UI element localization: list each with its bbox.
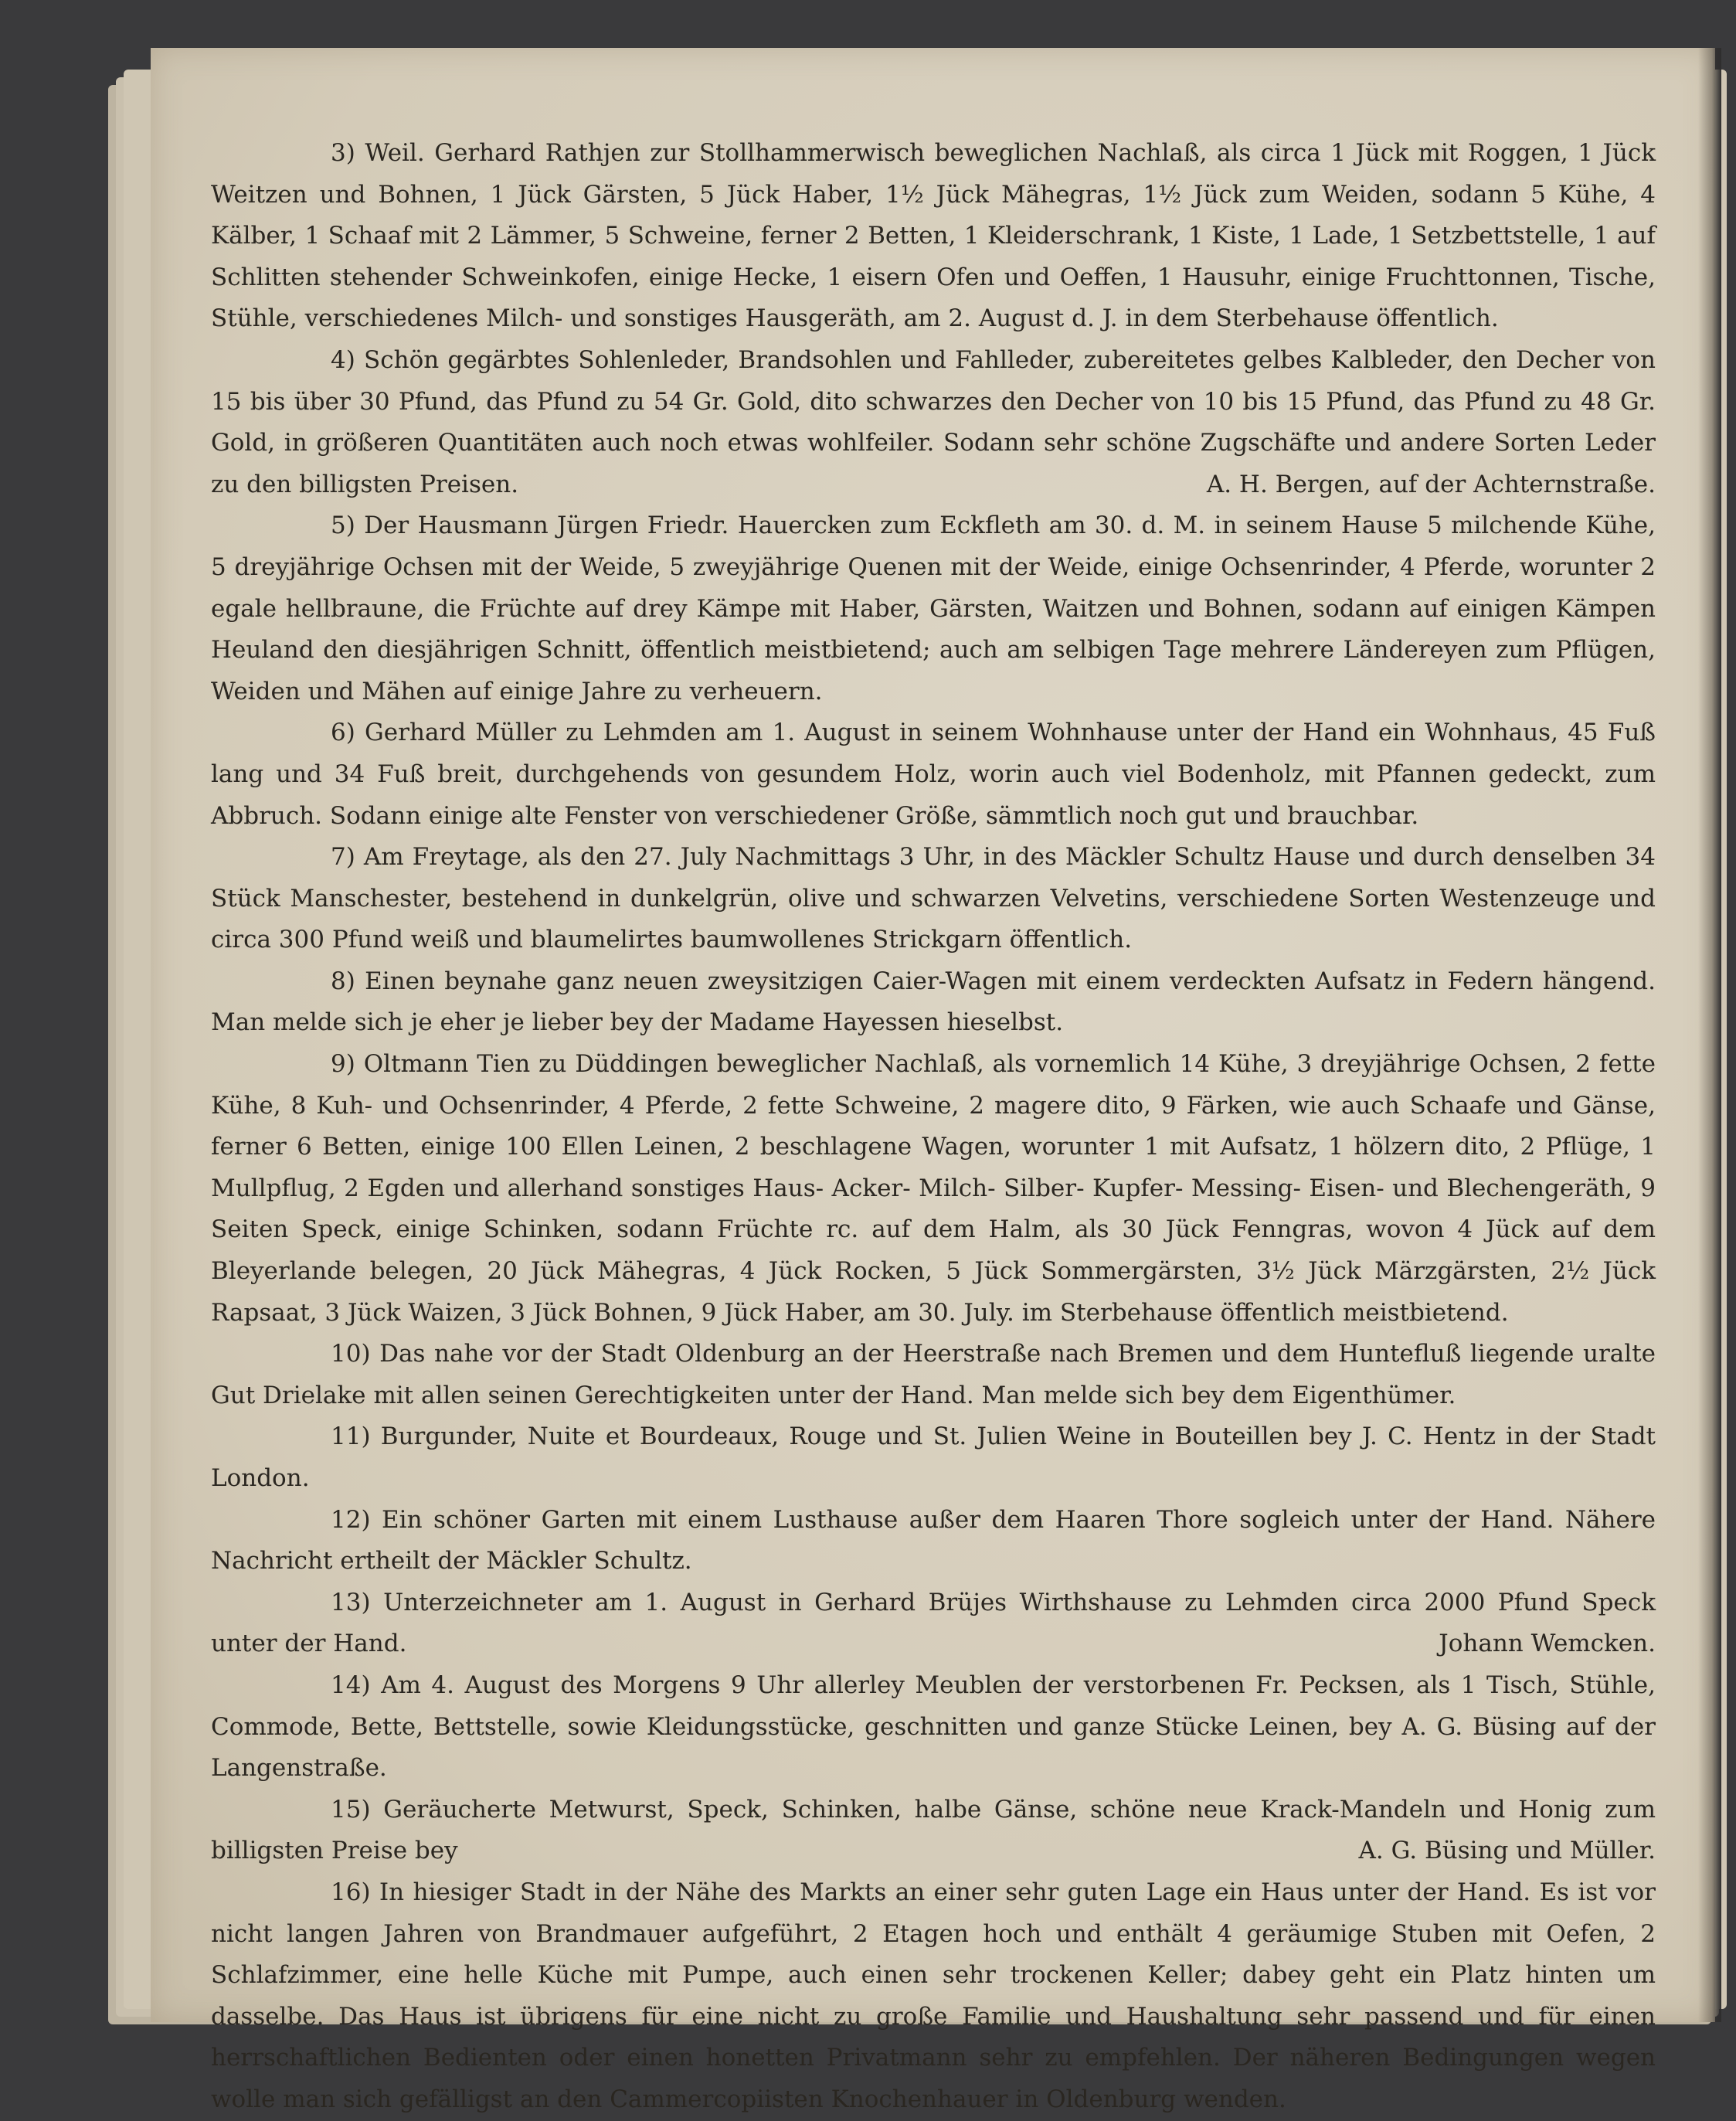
ad-text: Gerhard Müller zu Lehmden am 1. August in seinem Wohnhause unter der Hand ein Wohnhaus, 45 Fuß lang und 34 Fuß breit, durchgehends von gesundem Holz, worin auch viel Bodenholz, mit Pfannen gedeckt, zum Abbruch. Sodann einige alte Fenster von verschiedener Größe, sämmtlich noch gut und brauchbar. (211, 719, 1656, 830)
ad-signature: A. G. Büsing und Müller. (1358, 1837, 1656, 1865)
ad-number: 6) (331, 719, 355, 747)
advertisement-13 (211, 1582, 1656, 1665)
ad-text: Das nahe vor der Stadt Oldenburg an der Heerstraße nach Bremen und dem Huntefluß liegende uralte Gut Drielake mit allen seinen Gerechtigkeiten unter der Hand. Man melde sich bey dem Eigenthümer. (211, 1340, 1656, 1409)
advertisement-14 (211, 1665, 1656, 1790)
newspaper-page (151, 48, 1715, 2113)
advertisement-list (211, 133, 1656, 2121)
ad-text: Schön gegärbtes Sohlenleder, Brandsohlen und Fahlleder, zubereitetes gelbes Kalbleder, den Decher von 15 bis über 30 Pfund, das Pfund zu 54 Gr. Gold, dito schwarzes den Decher von 10 bis 15 Pfund, das Pfund zu 48 Gr. Gold, in größeren Quantitäten auch noch etwas wohlfeiler. Sodann sehr schöne Zugschäfte und andere Sorten Leder zu den billigsten Preisen. (211, 345, 1656, 498)
ad-number: 9) (331, 1050, 355, 1079)
advertisement-11 (211, 1416, 1656, 1499)
ad-text: Der Hausmann Jürgen Friedr. Hauercken zum Eckfleth am 30. d. M. in seinem Hause 5 milchende Kühe, 5 dreyjährige Ochsen mit der Weide, 5 zweyjährige Quenen mit der Weide, einige Ochsenrinder, 4 Pferde, worunter 2 egale hellbraune, die Früchte auf drey Kämpe mit Haber, Gärsten, Waitzen und Bohnen, sodann auf einigen Kämpen Heuland den diesjährigen Schnitt, öffentlich meistbietend; auch am selbigen Tage mehrere Ländereyen zum Pflügen, Weiden und Mähen auf einige Jahre zu verheuern. (211, 512, 1656, 705)
ad-number: 12) (331, 1505, 371, 1534)
ad-text: Unterzeichneter am 1. August in Gerhard Brüjes Wirthshause zu Lehmden circa 2000 Pfund Speck unter der Hand. (211, 1588, 1656, 1658)
advertisement-8 (211, 961, 1656, 1044)
ad-number: 3) (331, 139, 355, 167)
advertisement-5 (211, 505, 1656, 712)
advertisement-10 (211, 1334, 1656, 1416)
ad-text: Ein schöner Garten mit einem Lusthause außer dem Haaren Thore sogleich unter der Hand. Nähere Nachricht ertheilt der Mäckler Schultz. (211, 1505, 1656, 1575)
ad-number: 14) (331, 1671, 371, 1699)
ad-text: Weil. Gerhard Rathjen zur Stollhammerwisch beweglichen Nachlaß, als circa 1 Jück mit Roggen, 1 Jück Weitzen und Bohnen, 1 Jück Gärsten, 5 Jück Haber, 1½ Jück Mähegras, 1½ Jück zum Weiden, sodann 5 Kühe, 4 Kälber, 1 Schaaf mit 2 Lämmer, 5 Schweine, ferner 2 Betten, 1 Kleiderschrank, 1 Kiste, 1 Lade, 1 Setzbettstelle, 1 auf Schlitten stehender Schweinkofen, einige Hecke, 1 eisern Ofen und Oeffen, 1 Hausuhr, einige Fruchttonnen, Tische, Stühle, verschiedenes Milch- und sonstiges Hausgeräth, am 2. August d. J. in dem Sterbehause öffentlich. (211, 139, 1656, 333)
advertisement-7 (211, 837, 1656, 961)
advertisement-6 (211, 712, 1656, 837)
advertisement-12 (211, 1500, 1656, 1582)
ad-text: Geräucherte Metwurst, Speck, Schinken, halbe Gänse, schöne neue Krack-Mandeln und Honig zum billigsten Preise bey (211, 1795, 1656, 1865)
ad-number: 13) (331, 1588, 371, 1616)
ad-number: 11) (331, 1422, 371, 1451)
ad-signature: Johann Wemcken. (1439, 1630, 1656, 1658)
advertisement-15 (211, 1790, 1656, 1872)
ad-number: 10) (331, 1340, 371, 1368)
ad-text: Am 4. August des Morgens 9 Uhr allerley Meublen der verstorbenen Fr. Pecksen, als 1 Tisch, Stühle, Commode, Bette, Bettstelle, sowie Kleidungsstücke, geschnitten und ganze Stücke Leinen, bey A. G. Büsing auf der Langenstraße. (211, 1671, 1656, 1783)
advertisement-3 (211, 133, 1656, 340)
ad-number: 16) (331, 1878, 371, 1906)
ad-number: 15) (331, 1795, 371, 1824)
ad-text: Oltmann Tien zu Düddingen beweglicher Nachlaß, als vornemlich 14 Kühe, 3 dreyjährige Ochsen, 2 fette Kühe, 8 Kuh- und Ochsenrinder, 4 Pferde, 2 fette Schweine, 2 magere dito, 9 Färken, wie auch Schaafe und Gänse, ferner 6 Betten, einige 100 Ellen Leinen, 2 beschlagene Wagen, worunter 1 mit Aufsatz, 1 hölzern dito, 2 Pflüge, 1 Mullpflug, 2 Egden und allerhand sonstiges Haus- Acker- Milch- Silber- Kupfer- Messing- Eisen- und Blechengeräth, 9 Seiten Speck, einige Schinken, sodann Früchte rc. auf dem Halm, als 30 Jück Fenngras, wovon 4 Jück auf dem Bleyerlande belegen, 20 Jück Mähegras, 4 Jück Rocken, 5 Jück Sommergärsten, 3½ Jück Märzgärsten, 2½ Jück Rapsaat, 3 Jück Waizen, 3 Jück Bohnen, 9 Jück Haber, am 30. July. im Sterbehause öffentlich meistbietend. (211, 1050, 1656, 1327)
advertisement-9 (211, 1044, 1656, 1334)
ad-number: 7) (331, 843, 355, 872)
ad-text: Am Freytage, als den 27. July Nachmittags 3 Uhr, in des Mäckler Schultz Hause und durch denselben 34 Stück Manschester, bestehend in dunkelgrün, olive und schwarzen Velvetins, verschiedene Sorten Westenzeuge und circa 300 Pfund weiß und blaumelirtes baumwollenes Strickgarn öffentlich. (211, 843, 1656, 954)
ad-signature: A. H. Bergen, auf der Achternstraße. (1206, 470, 1656, 498)
ad-number: 5) (331, 512, 355, 540)
ad-text: Einen beynahe ganz neuen zweysitzigen Caier-Wagen mit einem verdeckten Aufsatz in Federn hängend. Man melde sich je eher je lieber bey der Madame Hayessen hieselbst. (211, 967, 1656, 1037)
ad-number: 8) (331, 967, 355, 995)
advertisement-4 (211, 340, 1656, 505)
advertisement-16 (211, 1872, 1656, 2121)
ad-text: Burgunder, Nuite et Bourdeaux, Rouge und St. Julien Weine in Bouteillen bey J. C. Hentz in der Stadt London. (211, 1422, 1656, 1492)
ad-text: In hiesiger Stadt in der Nähe des Markts an einer sehr guten Lage ein Haus unter der Hand. Es ist vor nicht langen Jahren von Brandmauer aufgeführt, 2 Etagen hoch und enthält 4 geräumige Stuben mit Oefen, 2 Schlafzimmer, eine helle Küche mit Pumpe, auch einen sehr trockenen Keller; dabey geht ein Platz hinten um dasselbe. Das Haus ist übrigens für eine nicht zu große Familie und Haushaltung sehr passend und für einen herrschaftlichen Bedienten oder einen honetten Privatmann sehr zu empfehlen. Der näheren Bedingungen wegen wolle man sich gefälligst an den Cammercopiisten Knochenhauer in Oldenburg wenden. (211, 1878, 1656, 2113)
ad-number: 4) (331, 345, 355, 374)
